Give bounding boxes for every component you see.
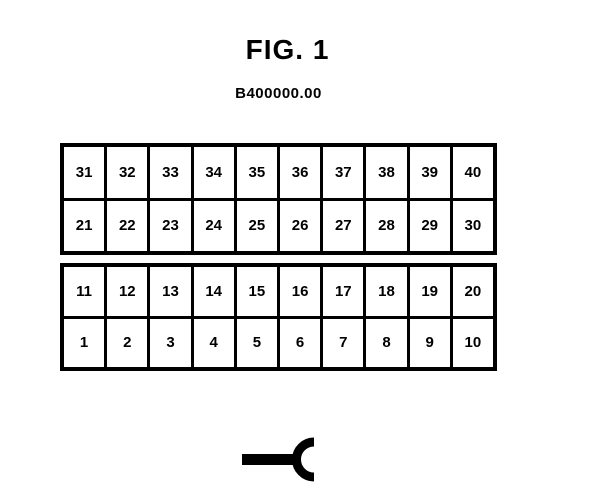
cell-20: 20 (453, 267, 493, 316)
cell-40: 40 (453, 147, 493, 198)
cell-10: 10 (453, 319, 493, 368)
cell-12: 12 (107, 267, 147, 316)
connector-symbol-icon (240, 437, 330, 483)
cell-13: 13 (150, 267, 190, 316)
cell-9: 9 (410, 319, 450, 368)
cell-32: 32 (107, 147, 147, 198)
lower-cell-block (60, 263, 497, 371)
cell-4: 4 (194, 319, 234, 368)
cell-29: 29 (410, 201, 450, 252)
cell-34: 34 (194, 147, 234, 198)
cell-37: 37 (323, 147, 363, 198)
cell-6: 6 (280, 319, 320, 368)
cell-39: 39 (410, 147, 450, 198)
cell-33: 33 (150, 147, 190, 198)
figure-title: FIG. 1 (245, 34, 330, 65)
cell-31: 31 (64, 147, 104, 198)
cell-26: 26 (280, 201, 320, 252)
cell-21: 21 (64, 201, 104, 252)
cell-30: 30 (453, 201, 493, 252)
cell-24: 24 (194, 201, 234, 252)
cell-15: 15 (237, 267, 277, 316)
cell-28: 28 (366, 201, 406, 252)
cell-14: 14 (194, 267, 234, 316)
cell-27: 27 (323, 201, 363, 252)
cell-11: 11 (64, 267, 104, 316)
cell-2: 2 (107, 319, 147, 368)
cell-1: 1 (64, 319, 104, 368)
cell-18: 18 (366, 267, 406, 316)
cell-35: 35 (237, 147, 277, 198)
cell-23: 23 (150, 201, 190, 252)
cell-22: 22 (107, 201, 147, 252)
cell-16: 16 (280, 267, 320, 316)
upper-cell-block (60, 143, 497, 255)
cell-5: 5 (237, 319, 277, 368)
cell-17: 17 (323, 267, 363, 316)
cell-19: 19 (410, 267, 450, 316)
cell-38: 38 (366, 147, 406, 198)
cell-3: 3 (150, 319, 190, 368)
cell-8: 8 (366, 319, 406, 368)
cell-36: 36 (280, 147, 320, 198)
figure-reference-label: B400000.00 (235, 85, 322, 102)
cell-25: 25 (237, 201, 277, 252)
cell-7: 7 (323, 319, 363, 368)
